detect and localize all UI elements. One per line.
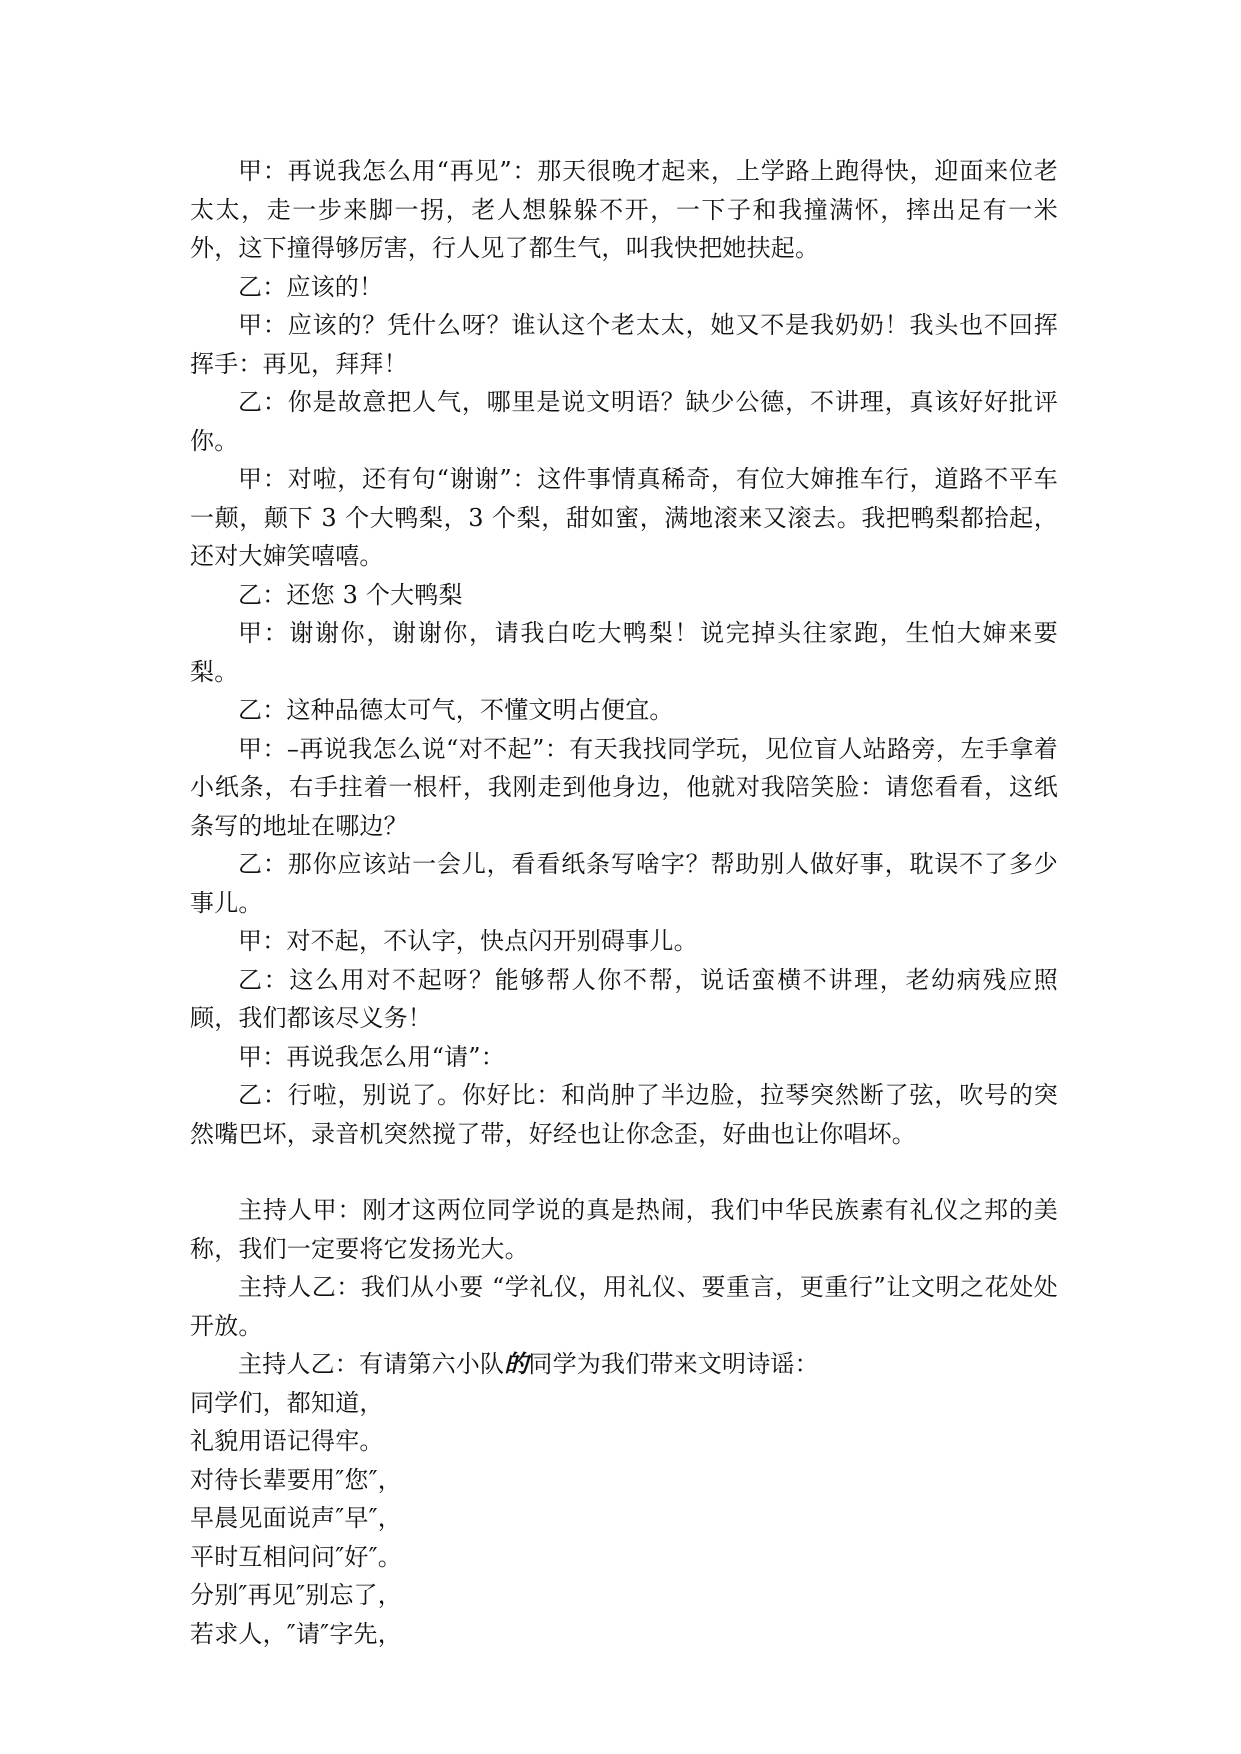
- host-line: [190, 1345, 1058, 1384]
- host-line-text: 同学为我们带来文明诗谣：: [528, 1350, 819, 1378]
- poem-line: 分别″再见″别忘了，: [190, 1581, 402, 1609]
- dialogue-line: 乙：这种品德太可气，不懂文明占便宜。: [238, 696, 674, 724]
- dialogue-line: 甲：再说我怎么用“再见”：那天很晚才起来，上学路上跑得快，迎面来位老太太，走一步来脚一拐，老人想躲躲不开，一下子和我撞满怀，摔出足有一米外，这下撞得够厉害，行人见了都生气，叫我快把她扶起。: [190, 157, 1058, 262]
- host-line: 主持人甲：刚才这两位同学说的真是热闹，我们中华民族素有礼仪之邦的美称，我们一定要将它发扬光大。: [190, 1196, 1058, 1263]
- poem-line: 礼貌用语记得牢。: [190, 1427, 384, 1455]
- dialogue-line: 乙：那你应该站一会儿，看看纸条写啥字？帮助别人做好事，耽误不了多少事儿。: [190, 850, 1058, 917]
- dialogue-line: 乙：你是故意把人气，哪里是说文明语？缺少公德，不讲理，真该好好批评你。: [190, 388, 1058, 455]
- emphasized-char: 的: [504, 1349, 529, 1378]
- poem-line: 同学们，都知道，: [190, 1388, 384, 1417]
- poem-line: 早晨见面说声″早″，: [190, 1504, 402, 1532]
- poem-line: 对待长辈要用″您″，: [190, 1465, 402, 1494]
- dialogue-line: 乙：行啦，别说了。你好比：和尚肿了半边脸，拉琴突然断了弦，吹号的突然嘴巴坏，录音机突然搅了带，好经也让你念歪，好曲也让你唱坏。: [190, 1081, 1058, 1148]
- poem-line: 平时互相问问″好″。: [190, 1542, 402, 1571]
- dialogue-line: 甲：对不起，不认字，快点闪开别碍事儿。: [238, 927, 698, 955]
- dialogue-line: 甲：谢谢你，谢谢你，请我白吃大鸭梨！说完掉头往家跑，生怕大婶来要梨。: [190, 619, 1058, 686]
- dialogue-line: 甲：再说我怎么用“请”：: [238, 1042, 505, 1071]
- dialogue-line: 乙：还您 3 个大鸭梨: [238, 580, 463, 609]
- host-line: 主持人乙：我们从小要 “学礼仪，用礼仪、要重言，更重行”让文明之花处处开放。: [190, 1273, 1058, 1340]
- paragraph-gap: [190, 1153, 1058, 1191]
- document-body: [190, 152, 1058, 1653]
- dialogue-line: 乙：应该的！: [238, 272, 384, 301]
- host-line-text: 主持人乙：有请第六小队: [238, 1350, 505, 1378]
- dialogue-line: 甲：对啦，还有句“谢谢”：这件事情真稀奇，有位大婶推车行，道路不平车一颠，颠下 3 个大鸭梨，3 个梨，甜如蜜，满地滚来又滚去。我把鸭梨都拾起，还对大婶笑嘻嘻。: [190, 465, 1058, 570]
- dialogue-line: 乙：这么用对不起呀？能够帮人你不帮，说话蛮横不讲理，老幼病残应照顾，我们都该尽义务！: [190, 965, 1058, 1032]
- dialogue-line: 甲：应该的？凭什么呀？谁认这个老太太，她又不是我奶奶！我头也不回挥挥手：再见，拜拜！: [190, 311, 1058, 378]
- dialogue-line: 甲：–再说我怎么说“对不起”：有天我找同学玩，见位盲人站路旁，左手拿着小纸条，右手拄着一根杆，我刚走到他身边，他就对我陪笑脸：请您看看，这纸条写的地址在哪边？: [190, 734, 1058, 840]
- poem-line: 若求人，″请″字先，: [190, 1619, 402, 1648]
